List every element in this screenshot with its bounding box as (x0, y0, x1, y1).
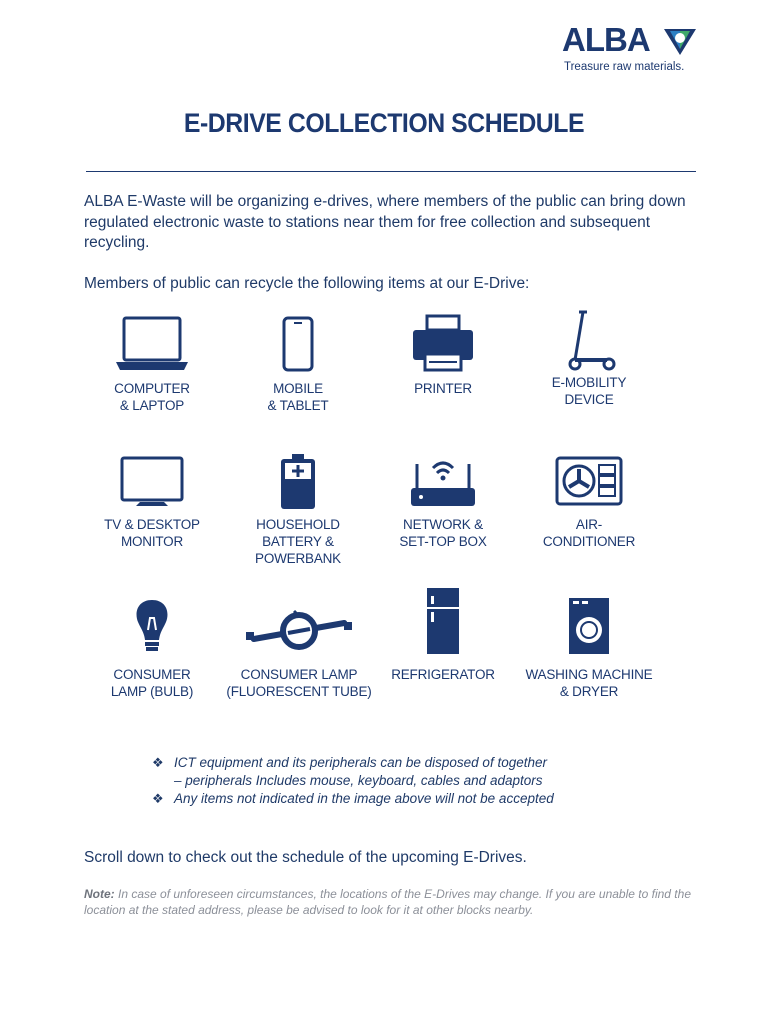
scooter-icon (549, 308, 629, 374)
page-title: E-DRIVE COLLECTION SCHEDULE (183, 108, 585, 138)
monitor-icon (112, 454, 192, 510)
diamond-bullet-icon: ❖ (152, 755, 164, 770)
item-label: NETWORK & SET-TOP BOX (399, 517, 487, 549)
item-e-mobility (514, 308, 664, 408)
tube-icon (244, 598, 354, 656)
battery-icon (258, 454, 338, 510)
item-washing-machine (514, 598, 664, 700)
note-item (152, 754, 632, 772)
logo-tagline: Treasure raw materials. (564, 61, 685, 73)
mobile-icon (258, 314, 338, 374)
logo-mark-icon (662, 25, 698, 57)
note-item (152, 790, 632, 808)
title-divider (86, 171, 696, 172)
bulb-icon (112, 598, 192, 656)
item-label: WASHING MACHINE & DRYER (525, 667, 653, 699)
item-label: E-MOBILITY DEVICE (551, 375, 627, 407)
item-computer-laptop (77, 314, 227, 414)
item-tv-monitor (77, 454, 227, 550)
alba-logo (562, 22, 702, 78)
scroll-hint: Scroll down to check out the schedule of the upcoming E-Drives. (84, 849, 527, 866)
item-mobile-tablet (223, 314, 373, 414)
notes-list (152, 754, 632, 808)
item-label: REFRIGERATOR (391, 667, 495, 682)
note-text: Any items not indicated in the image above will not be accepted (174, 791, 554, 806)
fridge-icon (403, 588, 483, 656)
logo-wordmark: ALBA (562, 21, 650, 58)
item-label: MOBILE & TABLET (267, 381, 329, 413)
items-subheading: Members of public can recycle the following items at our E-Drive: (84, 275, 530, 292)
diamond-bullet-icon: ❖ (152, 791, 164, 806)
item-label: HOUSEHOLD BATTERY & POWERBANK (255, 517, 341, 566)
item-label: COMPUTER & LAPTOP (114, 381, 190, 413)
printer-icon (403, 314, 483, 374)
washer-icon (549, 598, 629, 656)
footnote (84, 886, 714, 918)
laptop-icon (112, 314, 192, 374)
item-lamp-tube (213, 598, 385, 700)
intro-paragraph: ALBA E-Waste will be organizing e-drives, where members of the public can bring down regulated electronic waste to stations near them for free collection and subsequent recycling. (84, 193, 686, 251)
footnote-label: Note: (84, 887, 115, 901)
item-network-settop (368, 454, 518, 550)
item-label: TV & DESKTOP MONITOR (104, 517, 200, 549)
item-label: AIR- CONDITIONER (542, 517, 636, 549)
item-refrigerator (368, 588, 518, 683)
item-printer (368, 314, 518, 397)
note-text-continued: – peripherals Includes mouse, keyboard, cables and adaptors (174, 773, 543, 788)
router-icon (403, 454, 483, 510)
item-lamp-bulb (77, 598, 227, 700)
item-air-conditioner (514, 454, 664, 550)
footnote-text: In case of unforeseen circumstances, the locations of the E-Drives may change. If you are unable to find the location at the stated address, please be advised to look for it at other blocks nearby. (84, 887, 691, 917)
item-battery-powerbank (223, 454, 373, 567)
note-text: ICT equipment and its peripherals can be disposed of together (174, 755, 547, 770)
aircon-icon (549, 454, 629, 510)
item-label: PRINTER (414, 381, 472, 396)
item-label: CONSUMER LAMP (BULB) (110, 667, 194, 699)
item-label: CONSUMER LAMP (FLUORESCENT TUBE) (226, 667, 372, 699)
